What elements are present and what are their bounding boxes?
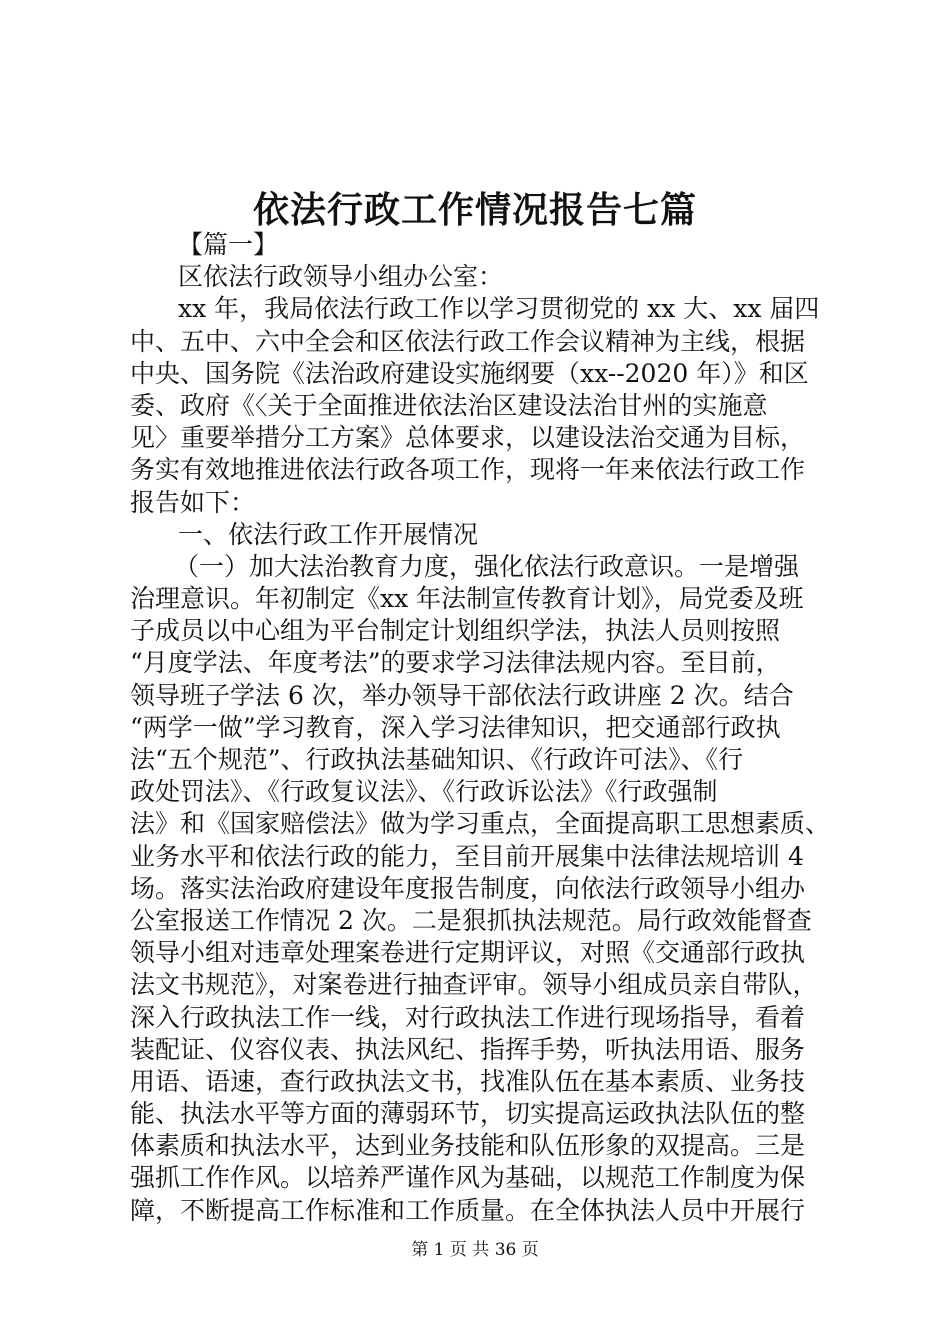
paragraph-line: 法“五个规范”、行政执法基础知识、《行政许可法》、《行 [130,745,744,774]
paragraph-line: “两学一做”学习教育，深入学习法律知识，把交通部行政执 [130,712,781,742]
paragraph-line: “月度学法、年度考法”的要求学习法律法规内容。至目前， [130,648,781,678]
paragraph-line: 深入行政执法工作一线，对行政执法工作进行现场指导，看着 [130,1002,806,1032]
paragraph-line: 障，不断提高工作标准和工作质量。在全体执法人员中开展行 [130,1195,806,1225]
document-title: 依法行政工作情况报告七篇 [252,189,697,231]
paragraph-line: 中、五中、六中全会和区依法行政工作会议精神为主线，根据 [130,326,806,356]
paragraph-line: 用语、语速，查行政执法文书，找准队伍在基本素质、业务技 [130,1066,806,1096]
paragraph-line: 政处罚法》、《行政复议法》、《行政诉讼法》《行政强制 [130,777,718,807]
paragraph-line: （一）加大法治教育力度，强化依法行政意识。一是增强 [174,551,800,581]
paragraph-line: 强抓工作作风。以培养严谨作风为基础，以规范工作制度为保 [130,1163,806,1193]
paragraph-line: 领导班子学法 6 次，举办领导干部依法行政讲座 2 次。结合 [130,680,794,710]
paragraph-line: 能、执法水平等方面的薄弱环节，切实提高运政执法队伍的整 [130,1099,806,1129]
paragraph-line: 法》和《国家赔偿法》做为学习重点，全面提高职工思想素质、 [130,809,831,839]
paragraph-line: 见〉重要举措分工方案》总体要求，以建设法治交通为目标， [130,423,806,453]
paragraph-line: 体素质和执法水平，达到业务技能和队伍形象的双提高。三是 [130,1131,806,1161]
paragraph-line: 领导小组对违章处理案卷进行定期评议，对照《交通部行政执 [130,938,806,968]
paragraph-line: 中央、国务院《法治政府建设实施纲要（xx--2020 年）》和区 [130,358,809,388]
paragraph-line: 装配证、仪容仪表、执法风纪、指挥手势，听执法用语、服务 [130,1034,806,1064]
paragraph-line: xx 年，我局依法行政工作以学习贯彻党的 xx 大、xx 届四 [178,294,820,324]
addressee-line: 区依法行政领导小组办公室： [178,262,504,292]
paragraph-line: 业务水平和依法行政的能力，至目前开展集中法律法规培训 4 [130,841,804,871]
paragraph-line: 委、政府《〈关于全面推进依法治区建设法治甘州的实施意 [130,390,768,420]
section-heading: 【篇一】 [178,230,279,259]
paragraph-line: 子成员以中心组为平台制定计划组织学法，执法人员则按照 [130,616,781,646]
paragraph-line: 法文书规范》，对案卷进行抽查评审。领导小组成员亲自带队， [130,970,818,1000]
paragraph-line: 务实有效地推进依法行政各项工作，现将一年来依法行政工作 [130,455,806,485]
paragraph-line: 场。落实法治政府建设年度报告制度，向依法行政领导小组办 [130,873,806,903]
paragraph-line: 治理意识。年初制定《xx 年法制宣传教育计划》，局党委及班 [130,584,804,614]
paragraph-line: 报告如下： [130,487,256,517]
subsection-heading: 一、依法行政工作开展情况 [178,519,479,549]
paragraph-line: 公室报送工作情况 2 次。二是狠抓执法规范。局行政效能督查 [130,905,812,935]
page-footer: 第 1 页 共 36 页 [411,1240,539,1260]
document-body [130,229,830,1227]
